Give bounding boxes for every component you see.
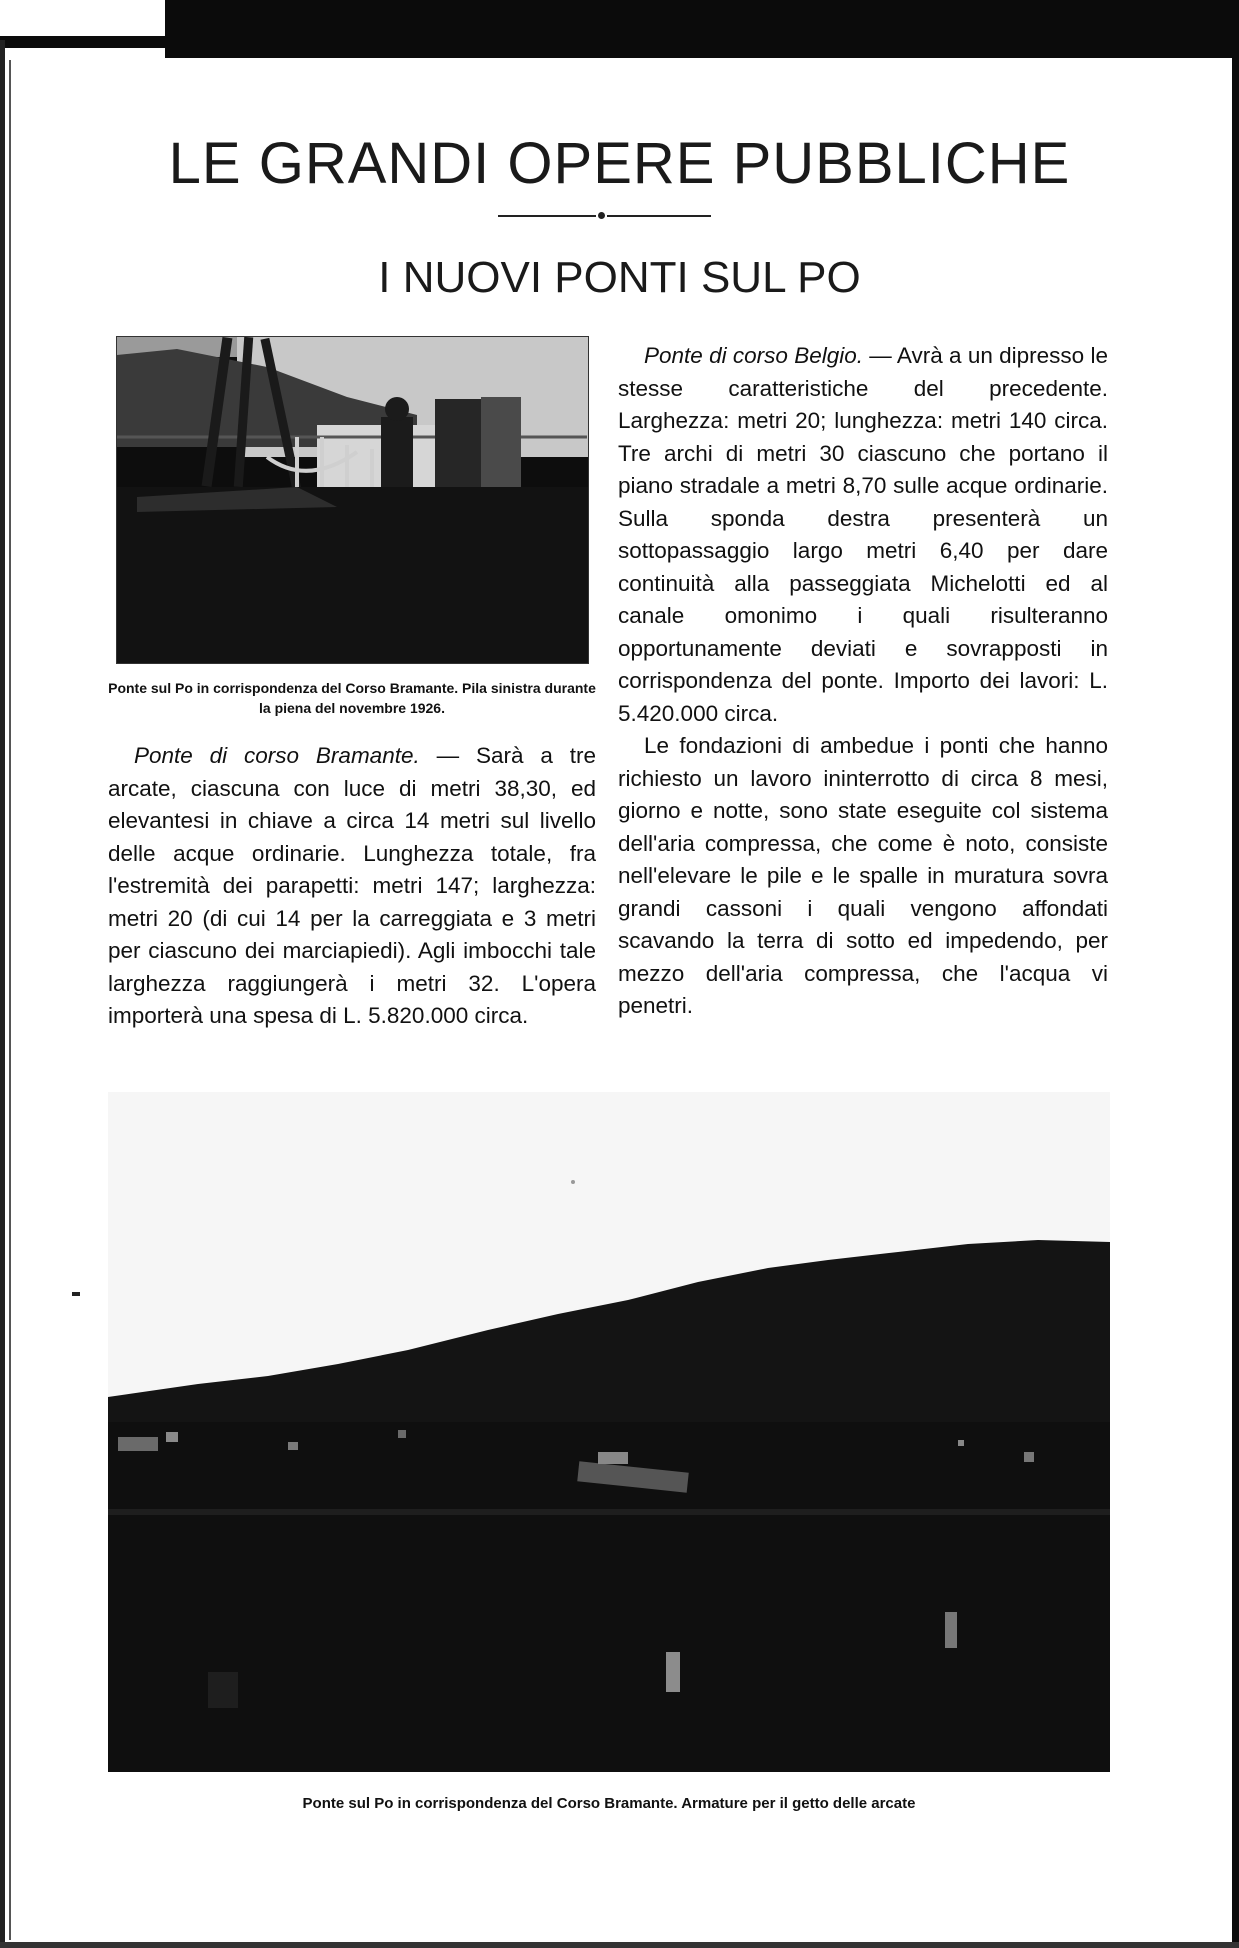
article-column-left [108, 740, 596, 1033]
photo-bridge-pier-flood-drawing [117, 337, 588, 663]
paragraph-bramante [108, 740, 596, 1033]
photo-bridge-arch-formwork [108, 1092, 1110, 1772]
text-ponte-belgio: — Avrà a un dipresso le stesse caratteristiche del precedente. Larghezza: metri 20; lunghezza: metri 140 circa. Tre archi di metri 30 ciascuno che portano il piano stradale a metri 8,70 sulle acque ordinarie. Sulla sponda destra presenterà un sottopassaggio largo metri 6,40 per dare continuità alla passeggiata Michelotti ed al canale omonimo i quali risulteranno opportunamente deviati e sovrapposti in corrispondenza del ponte. Importo dei lavori: L. 5.420.000 circa. [618, 343, 1108, 726]
article-subtitle: I NUOVI PONTI SUL PO [378, 253, 861, 302]
title-rule-ornament [598, 212, 605, 219]
photo-caption-bottom: Ponte sul Po in corrispondenza del Corso Bramante. Armature per il getto delle arcate [302, 1795, 916, 1812]
heading-ponte-belgio: Ponte di corso Belgio. [644, 343, 864, 368]
photo-caption-top: Ponte sul Po in corrispondenza del Corso Bramante. Pila sinistra durante la piena del novembre 1926. [108, 680, 596, 716]
scan-border-bottom [0, 1942, 1239, 1948]
article-column-right [618, 340, 1108, 1023]
scan-border-left [0, 40, 5, 1948]
title-rule-right [607, 215, 711, 217]
title-rule-left [498, 215, 596, 217]
paragraph-belgio [618, 340, 1108, 730]
photo-bridge-pier-flood [116, 336, 589, 664]
scan-border-top-strip [0, 36, 1239, 48]
paragraph-fondazioni: Le fondazioni di ambedue i ponti che hanno richiesto un lavoro ininterrotto di circa 8 mesi, giorno e notte, sono state eseguite col sistema dell'aria compressa, che come è noto, consiste nell'elevare le pile e le spalle in muratura sovra grandi cassoni i quali vengono affondati scavando la terra di sotto ed impedendo, per mezzo dell'aria compressa, che l'acqua vi penetri. [618, 733, 1108, 1018]
page-title: LE GRANDI OPERE PUBBLICHE [168, 131, 1071, 196]
margin-mark [72, 1292, 80, 1296]
text-ponte-bramante: — Sarà a tre arcate, ciascuna con luce di metri 38,30, ed elevantesi in chiave a circa 14 metri sul livello delle acque ordinarie. Lunghezza totale, fra l'estremità dei parapetti: metri 147; larghezza: metri 20 (di cui 14 per la carreggiata e 3 metri per ciascuno dei marciapiedi). Agli imbocchi tale larghezza raggiungerà i metri 32. L'opera importerà una spesa di L. 5.820.000 circa. [108, 743, 596, 1028]
page-margin-top [0, 0, 165, 36]
scan-border-left-line [9, 60, 11, 1940]
heading-ponte-bramante: Ponte di corso Bramante. [134, 743, 420, 768]
photo-bridge-arch-formwork-drawing [108, 1092, 1110, 1772]
scan-border-right [1232, 40, 1239, 1948]
scan-border-top [165, 0, 1239, 58]
